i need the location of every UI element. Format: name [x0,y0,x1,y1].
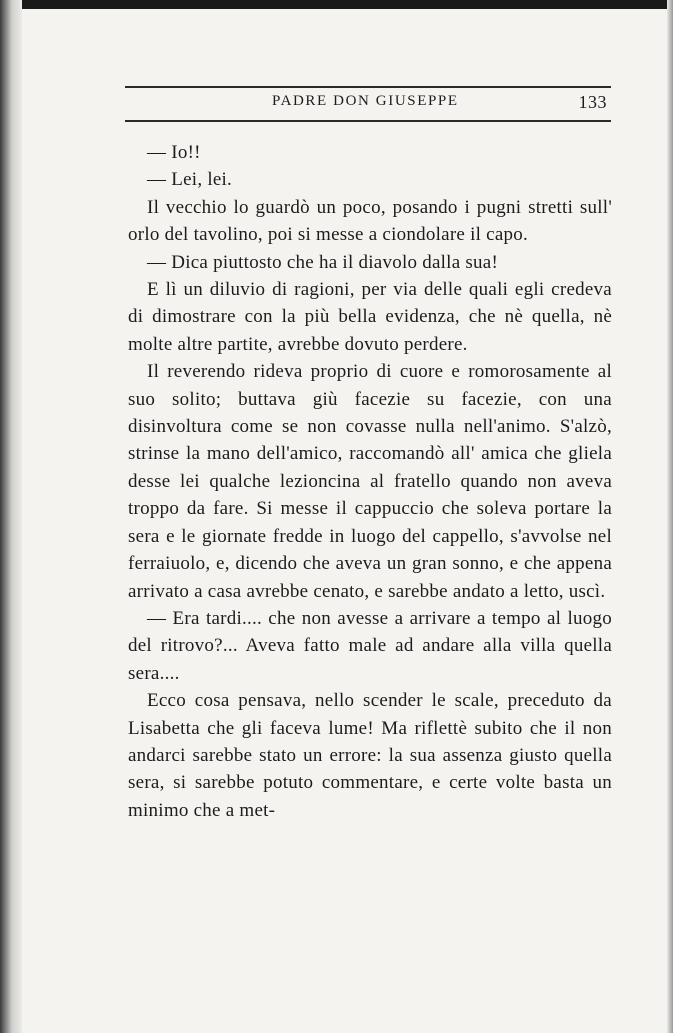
book-binding-edge [0,0,22,1033]
header-rule-top [125,86,611,88]
paragraph: Il reverendo rideva proprio di cuore e romorosamente al suo solito; buttava giù facezie su facezie, con una disinvoltura come se non covasse nulla nell'animo. S'alzò, strinse la mano dell'amico, raccomandò all' amica che gliela desse lei qualche lezioncina al fratello quando non aveva troppo da fare. Si messe il cappuccio che soleva portare la sera e le giornate fredde in luogo del cappello, s'avvolse nel ferraiuolo, e, dicendo che aveva un gran sonno, e che appena arrivato a casa avrebbe cenato, e sarebbe andato a letto, uscì. [128,361,612,602]
page-number: 133 [578,92,607,112]
paragraph: Il vecchio lo guardò un poco, posando i pugni stretti sull' orlo del tavolino, poi si messe a ciondolare il capo. [128,196,612,246]
paragraph: — Io!! [147,142,201,163]
paragraph: Ecco cosa pensava, nello scender le scale, preceduto da Lisabetta che gli faceva lume! Ma riflettè subito che il non andarci sarebbe stato un errore: la sua assenza giusto quella sera, si sarebbe potuto commentare, e certe volte basta un minimo che a met- [128,690,612,821]
page-top-edge [0,0,673,9]
running-head-title: PADRE DON GIUSEPPE [272,93,459,109]
running-header [125,92,611,114]
body-text [128,139,612,824]
header-rule-bottom [125,120,611,122]
paragraph: — Lei, lei. [147,169,233,191]
paragraph: E lì un diluvio di ragioni, per via delle quali egli credeva di dimostrare con la più bella evidenza, che nè quella, nè molte altre partite, avrebbe dovuto perdere. [128,279,612,355]
paragraph: — Dica piuttosto che ha il diavolo dalla sua! [147,251,499,273]
page-right-edge [667,0,673,1033]
paragraph: — Era tardi.... che non avesse a arrivare a tempo al luogo del ritrovo?... Aveva fatto male ad andare alla villa quella sera.... [128,607,612,684]
